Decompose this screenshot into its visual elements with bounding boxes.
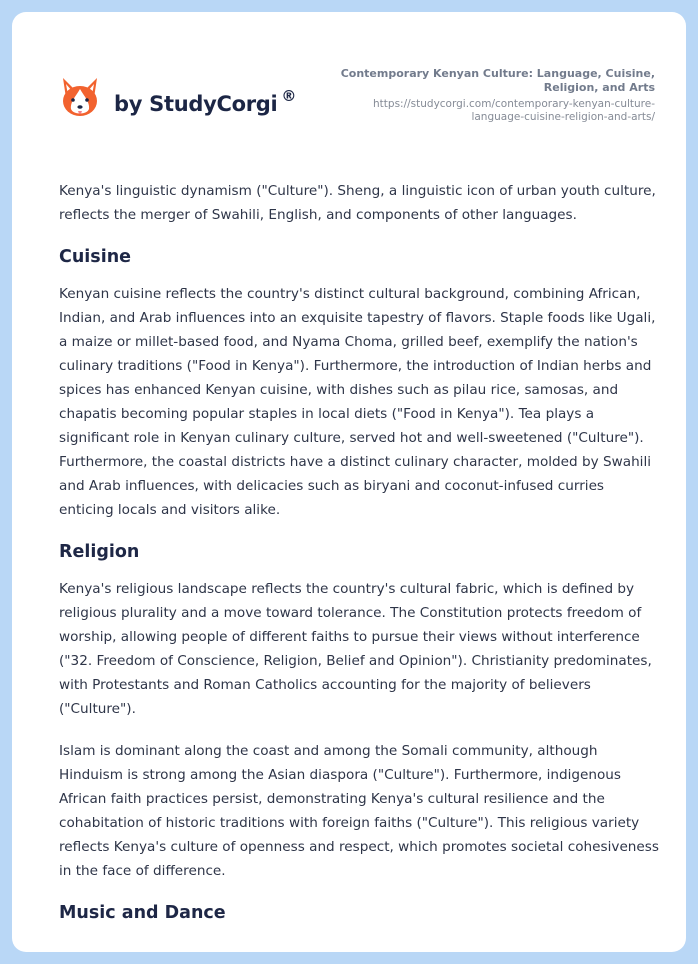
document-meta bbox=[325, 67, 655, 124]
corgi-logo-icon bbox=[60, 76, 100, 120]
cuisine-paragraph: Kenyan cuisine reflects the country's distinct cultural background, combining African, Indian, and Arab influences into an exquisite tapestry of flavors. Staple foods like Ugali, a maize or millet-based food, and Nyama Choma, grilled beef, exemplify the nation's culinary traditions ("Food in Kenya"). Furthermore, the introduction of Indian herbs and spices has enhanced Kenyan cuisine, with dishes such as pilau rice, samosas, and chapatis becoming popular staples in local diets ("Food in Kenya"). Tea plays a significant role in Kenyan culinary culture, served hot and well-sweetened ("Culture"). Furthermore, the coastal districts have a distinct culinary character, molded by Swahili and Arab influences, with delicacies such as biryani and coconut-infused curries enticing locals and visitors alike. bbox=[59, 286, 656, 518]
music-dance-heading: Music and Dance bbox=[59, 903, 226, 923]
document-title: Contemporary Kenyan Culture: Language, Cuisine, Religion, and Arts bbox=[340, 67, 655, 94]
religion-heading: Religion bbox=[59, 542, 140, 562]
religion-paragraph-2: Islam is dominant along the coast and among the Somali community, although Hinduism is strong among the Asian diaspora ("Culture"). Furthermore, indigenous African faith practices persist, demonstrating Kenya's cultural resilience and the cohabitation of historic traditions with foreign faiths ("Culture"). This religious variety reflects Kenya's culture of openness and respect, which promotes societal cohesiveness in the face of difference. bbox=[59, 743, 659, 879]
document-card bbox=[12, 12, 686, 952]
intro-paragraph: Kenya's linguistic dynamism ("Culture"). Sheng, a linguistic icon of urban youth culture, reflects the merger of Swahili, English, and components of other languages. bbox=[59, 183, 656, 223]
studycorgi-logo[interactable] bbox=[60, 76, 296, 120]
document-url[interactable]: https://studycorgi.com/contemporary-kenyan-culture-language-cuisine-religion-and-arts/ bbox=[373, 98, 655, 123]
brand-name: by StudyCorgi ® bbox=[114, 86, 297, 116]
cuisine-heading: Cuisine bbox=[59, 247, 132, 267]
article-body bbox=[59, 179, 659, 925]
religion-paragraph-1: Kenya's religious landscape reflects the country's cultural fabric, which is defined by religious plurality and a move toward tolerance. The Constitution protects freedom of worship, allowing people of different faiths to pursue their views without interference ("32. Freedom of Conscience, Religion, Belief and Opinion"). Christianity predominates, with Protestants and Roman Catholics accounting for the majority of believers ("Culture"). bbox=[59, 581, 652, 717]
